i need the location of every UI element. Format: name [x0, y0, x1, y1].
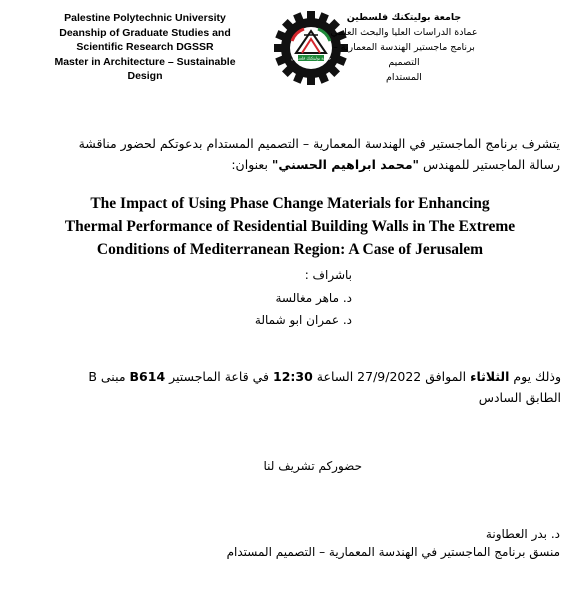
event-prefix: وذلك يوم — [509, 369, 561, 384]
coordinator-name: د. بدر العطاونة — [485, 527, 560, 541]
header-arabic — [324, 10, 484, 85]
thesis-title-line: Conditions of Mediterranean Region: A Case of Jerusalem — [96, 241, 484, 258]
event-details — [16, 366, 561, 408]
supervisor-1: د. ماهر مغالسة — [275, 291, 352, 305]
event-building: مبنى B — [88, 369, 130, 384]
event-date: الموافق 27/9/2022 الساعة — [312, 369, 471, 384]
event-time: 12:30 — [273, 369, 313, 384]
header-arabic-line: جامعة بوليتكنك فلسطين — [346, 12, 462, 23]
event-line-1 — [16, 366, 561, 387]
supervision-heading: باشراف : — [304, 268, 352, 282]
invitation-intro — [20, 133, 560, 175]
header-arabic-line: المستدام — [386, 72, 422, 83]
header-english-line: Master in Architecture – Sustainable — [54, 55, 236, 68]
header-english-line: Deanship of Graduate Studies and — [59, 26, 231, 39]
supervisor-2: د. عمران ابو شمالة — [254, 313, 352, 327]
event-line-2: الطابق السادس — [478, 390, 561, 405]
svg-text:جامعة بوليتكنك فلسطين: جامعة بوليتكنك فلسطين — [290, 55, 332, 61]
event-hall: في قاعة الماجستير — [165, 369, 274, 384]
intro-line-2-start: رسالة الماجستير للمهندس — [419, 157, 560, 172]
coordinator-title: منسق برنامج الماجستير في الهندسة المعمارية – التصميم المستدام — [226, 545, 560, 559]
intro-line-1: يتشرف برنامج الماجستير في الهندسة المعمارية – التصميم المستدام بدعوتكم لحضور مناقشة — [78, 136, 560, 151]
thesis-title-line: Thermal Performance of Residential Building Walls in The Extreme — [64, 218, 516, 235]
intro-line-2 — [20, 154, 560, 175]
header-english-line: Palestine Polytechnic University — [64, 12, 226, 24]
header-english-line: Design — [127, 70, 163, 82]
student-name: "محمد ابراهيم الحسني" — [271, 157, 420, 172]
header-english-line: Scientific Research DGSSR — [76, 41, 214, 53]
event-room: B614 — [129, 369, 166, 384]
thesis-title — [30, 192, 550, 261]
intro-line-2-end: بعنوان: — [231, 157, 272, 172]
header-arabic-line: برنامج ماجستير الهندسة المعمارية – التصميم — [333, 42, 475, 68]
closing-line: حضوركم تشريف لنا — [263, 459, 362, 473]
thesis-title-line: The Impact of Using Phase Change Materials for Enhancing — [90, 195, 490, 212]
header-arabic-line: عمادة الدراسات العليا والبحث العلمي — [330, 27, 478, 38]
header-english — [40, 11, 250, 84]
event-day: الثلاثاء — [470, 369, 510, 384]
